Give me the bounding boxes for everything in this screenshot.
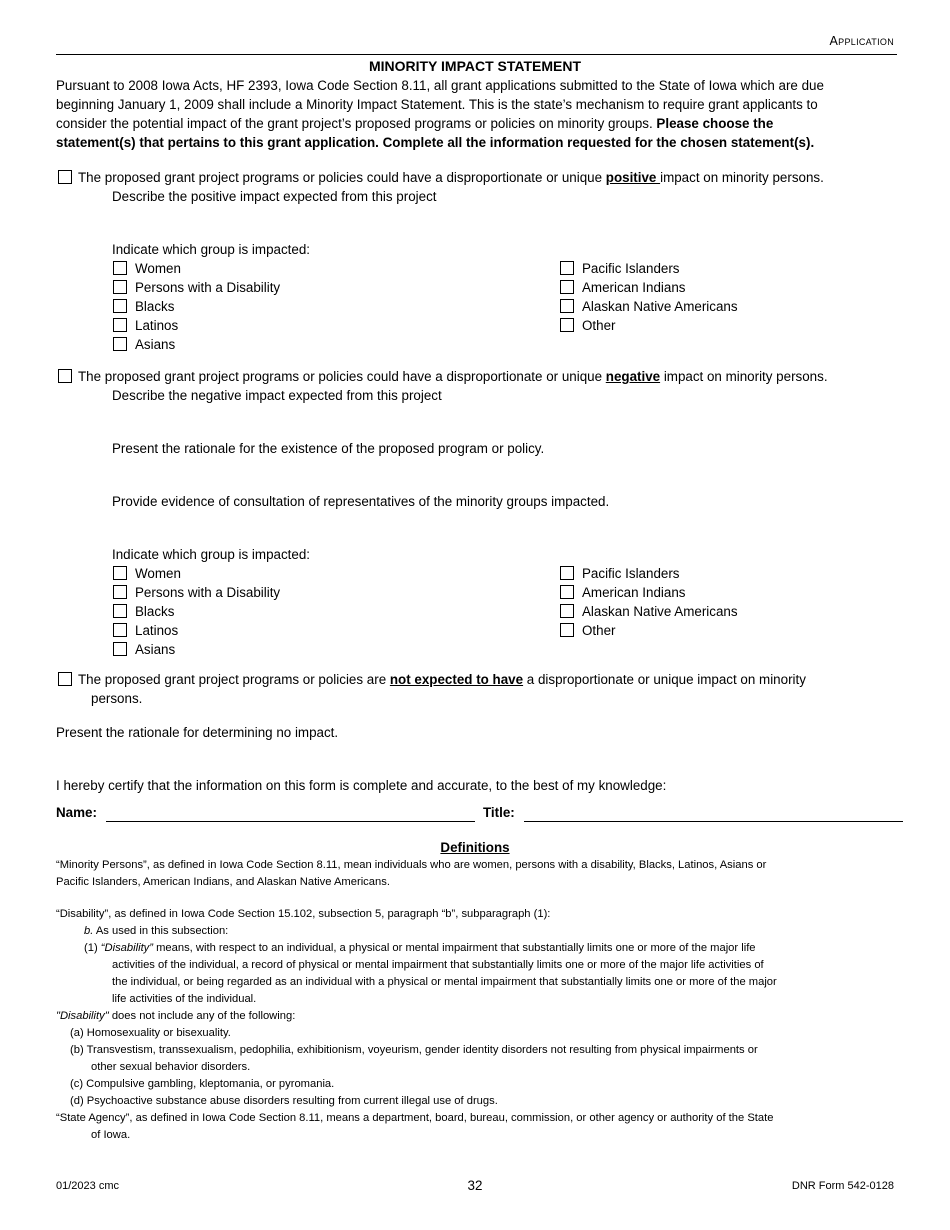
- no-impact-statement-pre: The proposed grant project programs or policies are: [78, 672, 390, 687]
- def-disability-intro: “Disability”, as defined in Iowa Code Section 15.102, subsection 5, paragraph “b”, subparagraph (1):: [56, 908, 551, 920]
- negative-indicate-label: Indicate which group is impacted:: [112, 547, 310, 562]
- positive-pacific-checkbox[interactable]: [560, 261, 574, 275]
- intro-line-4: statement(s) that pertains to this grant application. Complete all the information requested for the chosen statement(s).: [56, 135, 815, 150]
- def-p1-line-1: [84, 940, 756, 957]
- positive-describe-label: Describe the positive impact expected from this project: [112, 189, 437, 204]
- negative-disability-checkbox[interactable]: [113, 585, 127, 599]
- positive-asians-checkbox[interactable]: [113, 337, 127, 351]
- header-label: Application: [829, 34, 894, 48]
- def-excl-term: "Disability": [56, 1010, 109, 1022]
- negative-blacks-checkbox[interactable]: [113, 604, 127, 618]
- header-rule: [56, 54, 897, 55]
- intro-line-3-plain: consider the potential impact of the grant project’s proposed programs or policies on minority groups.: [56, 116, 657, 131]
- negative-pacific-label: Pacific Islanders: [582, 566, 680, 581]
- positive-pacific-label: Pacific Islanders: [582, 261, 680, 276]
- def-exclusion-d: (d) Psychoactive substance abuse disorders resulting from current illegal use of drugs.: [70, 1095, 498, 1107]
- definitions-heading: Definitions: [440, 840, 510, 855]
- negative-statement-pre: The proposed grant project programs or policies could have a disproportionate or unique: [78, 369, 606, 384]
- positive-statement-pre: The proposed grant project programs or policies could have a disproportionate or unique: [78, 170, 606, 185]
- def-p1-line-3: the individual, or being regarded as an individual with a physical or mental impairment that substantially limits one or more of the major: [112, 976, 777, 988]
- positive-statement: [78, 168, 824, 187]
- negative-evidence-label: Provide evidence of consultation of representatives of the minority groups impacted.: [112, 494, 610, 509]
- def-excl-text: does not include any of the following:: [108, 1010, 296, 1022]
- positive-latinos-label: Latinos: [135, 318, 179, 333]
- negative-disability-label: Persons with a Disability: [135, 585, 281, 600]
- negative-asians-label: Asians: [135, 642, 176, 657]
- no-impact-emphasis: not expected to have: [389, 672, 524, 687]
- positive-statement-post: impact on minority persons.: [660, 170, 824, 185]
- positive-emphasis: positive: [605, 170, 661, 185]
- negative-blacks-label: Blacks: [135, 604, 175, 619]
- positive-indicate-label: Indicate which group is impacted:: [112, 242, 310, 257]
- negative-women-checkbox[interactable]: [113, 566, 127, 580]
- def-state-agency-line-1: “State Agency”, as defined in Iowa Code Section 8.11, means a department, board, bureau, commission, or other agency or authority of the State: [56, 1112, 774, 1124]
- positive-women-label: Women: [135, 261, 181, 276]
- positive-american-indians-checkbox[interactable]: [560, 280, 574, 294]
- certify-text: I hereby certify that the information on this form is complete and accurate, to the best of my knowledge:: [56, 778, 667, 793]
- def-minority-line-1: “Minority Persons”, as defined in Iowa Code Section 8.11, mean individuals who are women, persons with a disability, Blacks, Latinos, Asians or: [56, 859, 767, 871]
- positive-disability-checkbox[interactable]: [113, 280, 127, 294]
- name-label: Name:: [56, 805, 97, 820]
- positive-blacks-label: Blacks: [135, 299, 175, 314]
- no-impact-checkbox[interactable]: [58, 672, 72, 686]
- positive-women-checkbox[interactable]: [113, 261, 127, 275]
- positive-asians-label: Asians: [135, 337, 176, 352]
- negative-latinos-label: Latinos: [135, 623, 179, 638]
- def-exclusion-a: (a) Homosexuality or bisexuality.: [70, 1027, 231, 1039]
- negative-alaskan-label: Alaskan Native Americans: [582, 604, 738, 619]
- negative-american-indians-checkbox[interactable]: [560, 585, 574, 599]
- positive-disability-label: Persons with a Disability: [135, 280, 281, 295]
- negative-american-indians-label: American Indians: [582, 585, 686, 600]
- def-exclusions-intro: [56, 1008, 295, 1025]
- intro-line-3: [56, 114, 773, 133]
- negative-other-checkbox[interactable]: [560, 623, 574, 637]
- footer-form-number: DNR Form 542-0128: [791, 1180, 894, 1192]
- positive-latinos-checkbox[interactable]: [113, 318, 127, 332]
- def-p1-num: (1): [84, 942, 101, 954]
- def-exclusion-b-line-2: other sexual behavior disorders.: [91, 1061, 251, 1073]
- footer-page-number: 32: [467, 1178, 483, 1193]
- negative-rationale-label: Present the rationale for the existence of the proposed program or policy.: [112, 441, 545, 456]
- page-title: MINORITY IMPACT STATEMENT: [368, 58, 582, 74]
- def-exclusion-b-line-1: (b) Transvestism, transsexualism, pedophilia, exhibitionism, voyeurism, gender identity disorders not resulting from physical impairments or: [70, 1044, 758, 1056]
- def-p1-line-2: activities of the individual, a record of physical or mental impairment that substantially limits one or more of the major life activities of: [112, 959, 764, 971]
- positive-alaskan-checkbox[interactable]: [560, 299, 574, 313]
- negative-impact-checkbox[interactable]: [58, 369, 72, 383]
- intro-line-1: Pursuant to 2008 Iowa Acts, HF 2393, Iowa Code Section 8.11, all grant applications submitted to the State of Iowa which are due: [56, 78, 824, 93]
- negative-alaskan-checkbox[interactable]: [560, 604, 574, 618]
- positive-blacks-checkbox[interactable]: [113, 299, 127, 313]
- negative-other-label: Other: [582, 623, 616, 638]
- def-b-text: As used in this subsection:: [93, 925, 229, 937]
- def-subsection-b: [84, 923, 228, 940]
- positive-alaskan-label: Alaskan Native Americans: [582, 299, 738, 314]
- negative-latinos-checkbox[interactable]: [113, 623, 127, 637]
- def-minority-line-2: Pacific Islanders, American Indians, and Alaskan Native Americans.: [56, 876, 390, 888]
- def-p1-line-4: life activities of the individual.: [112, 993, 257, 1005]
- negative-asians-checkbox[interactable]: [113, 642, 127, 656]
- positive-other-checkbox[interactable]: [560, 318, 574, 332]
- def-state-agency-line-2: of Iowa.: [91, 1129, 131, 1141]
- positive-impact-checkbox[interactable]: [58, 170, 72, 184]
- title-field[interactable]: [524, 821, 903, 822]
- footer-date: 01/2023 cmc: [56, 1180, 119, 1192]
- negative-statement: [78, 367, 828, 386]
- no-impact-statement-post: a disproportionate or unique impact on minority: [523, 672, 806, 687]
- negative-women-label: Women: [135, 566, 181, 581]
- intro-line-2: beginning January 1, 2009 shall include a Minority Impact Statement. This is the state’s mechanism to require grant applicants to: [56, 97, 818, 112]
- positive-american-indians-label: American Indians: [582, 280, 686, 295]
- def-p1-term: “Disability”: [100, 942, 153, 954]
- no-impact-statement-cont: persons.: [91, 691, 143, 706]
- negative-emphasis: negative: [605, 369, 661, 384]
- intro-line-3-bold: Please choose the: [656, 116, 774, 131]
- positive-other-label: Other: [582, 318, 616, 333]
- no-impact-statement: [78, 670, 806, 689]
- name-field[interactable]: [106, 821, 475, 822]
- negative-statement-post: impact on minority persons.: [660, 369, 828, 384]
- def-p1-text: means, with respect to an individual, a physical or mental impairment that substantially limits one or more of the major life: [153, 942, 756, 954]
- title-label: Title:: [483, 805, 515, 820]
- def-b-label: b.: [84, 925, 94, 937]
- negative-describe-label: Describe the negative impact expected from this project: [112, 388, 442, 403]
- no-impact-rationale-label: Present the rationale for determining no impact.: [56, 725, 339, 740]
- def-exclusion-c: (c) Compulsive gambling, kleptomania, or pyromania.: [70, 1078, 335, 1090]
- negative-pacific-checkbox[interactable]: [560, 566, 574, 580]
